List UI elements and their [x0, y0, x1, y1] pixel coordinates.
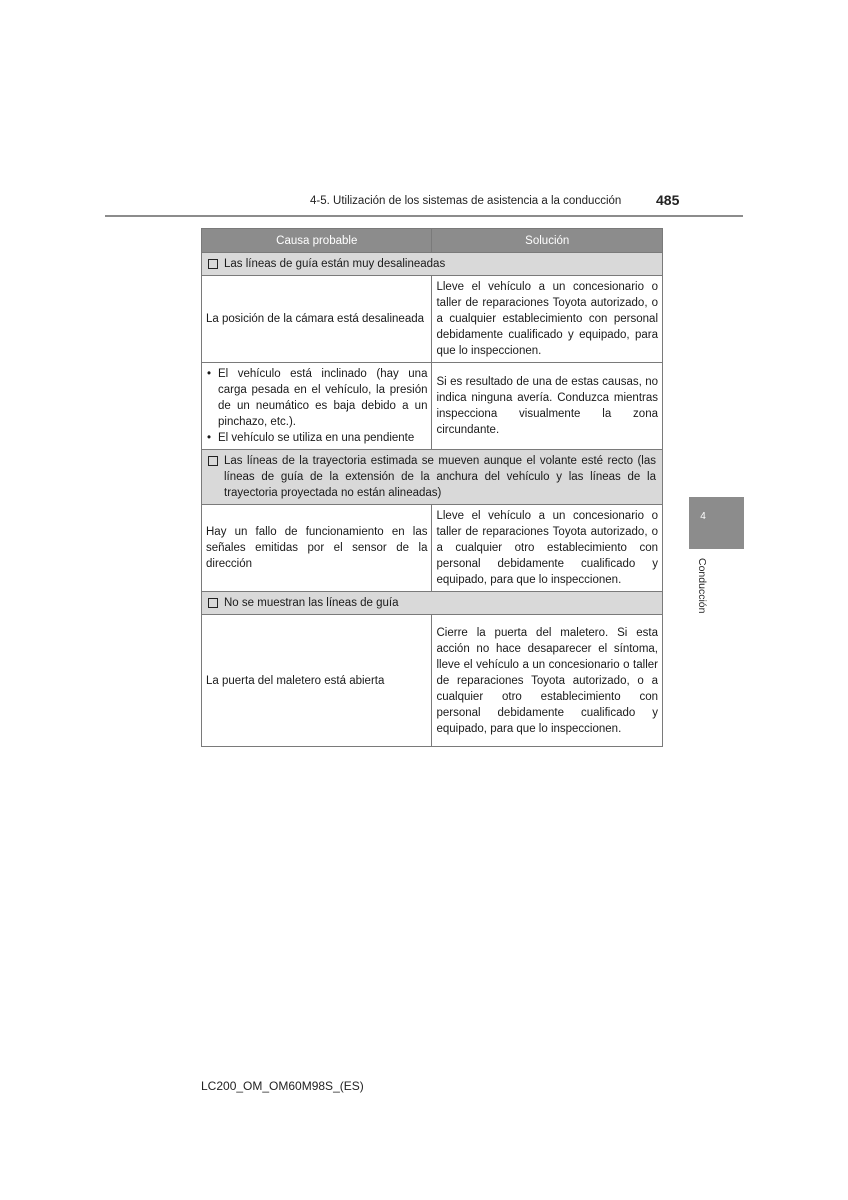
- table-header-row: [202, 229, 663, 253]
- solution-cell: Lleve el vehículo a un concesionario o taller de reparaciones Toyota autorizado, o a cualquier otro establecimiento con personal debidamente cualificado y equipado, para que lo inspeccionen.: [432, 505, 663, 592]
- chapter-tab[interactable]: [689, 497, 744, 549]
- checkbox-icon: [208, 259, 218, 269]
- chapter-tab-label: Conducción: [696, 558, 708, 614]
- solution-cell: Lleve el vehículo a un concesionario o taller de reparaciones Toyota autorizado, o a cualquier establecimiento con personal debidamente cualificado y equipado, para que lo inspeccionen.: [432, 276, 663, 363]
- section-row: [202, 450, 663, 505]
- troubleshooting-table: [201, 228, 663, 747]
- section-title: Las líneas de guía están muy desalineadas: [224, 258, 446, 270]
- section-row: [202, 253, 663, 276]
- checkbox-icon: [208, 598, 218, 608]
- column-header-cause: Causa probable: [202, 229, 432, 253]
- column-header-solution: Solución: [432, 229, 663, 253]
- header-section-title: 4-5. Utilización de los sistemas de asistencia a la conducción: [310, 195, 622, 207]
- table-row: [202, 505, 663, 592]
- chapter-tab-number: 4: [700, 511, 706, 522]
- table-row: [202, 615, 663, 747]
- footer-doc-code: LC200_OM_OM60M98S_(ES): [201, 1079, 364, 1093]
- section-row: [202, 592, 663, 615]
- solution-cell: Cierre la puerta del maletero. Si esta acción no hace desaparecer el síntoma, lleve el vehículo a un concesionario o taller de reparaciones Toyota autorizado, o a cualquier otro establecimiento con personal debidamente cualificado y equipado, para que lo inspeccionen.: [432, 615, 663, 747]
- table-row: [202, 276, 663, 363]
- checkbox-icon: [208, 456, 218, 466]
- section-title: No se muestran las líneas de guía: [224, 597, 399, 609]
- page-number: 485: [656, 192, 680, 208]
- cause-cell: [202, 363, 432, 450]
- solution-cell: Si es resultado de una de estas causas, no indica ninguna avería. Conduzca mientras inspecciona visualmente la zona circundante.: [432, 363, 663, 450]
- list-item: • El vehículo se utiliza en una pendiente: [206, 430, 427, 446]
- cause-cell: La puerta del maletero está abierta: [202, 615, 432, 747]
- cause-cell: La posición de la cámara está desalineada: [202, 276, 432, 363]
- list-item: • El vehículo está inclinado (hay una carga pesada en el vehículo, la presión de un neumático es baja debido a un pinchazo, etc.).: [206, 366, 427, 430]
- header-rule: [105, 215, 743, 217]
- cause-cell: Hay un fallo de funcionamiento en las señales emitidas por el sensor de la dirección: [202, 505, 432, 592]
- section-title: Las líneas de la trayectoria estimada se mueven aunque el volante esté recto (las líneas de guía de la extensión de la anchura del vehículo y las líneas de la trayectoria proyectada no están alineadas): [224, 455, 656, 499]
- table-row: [202, 363, 663, 450]
